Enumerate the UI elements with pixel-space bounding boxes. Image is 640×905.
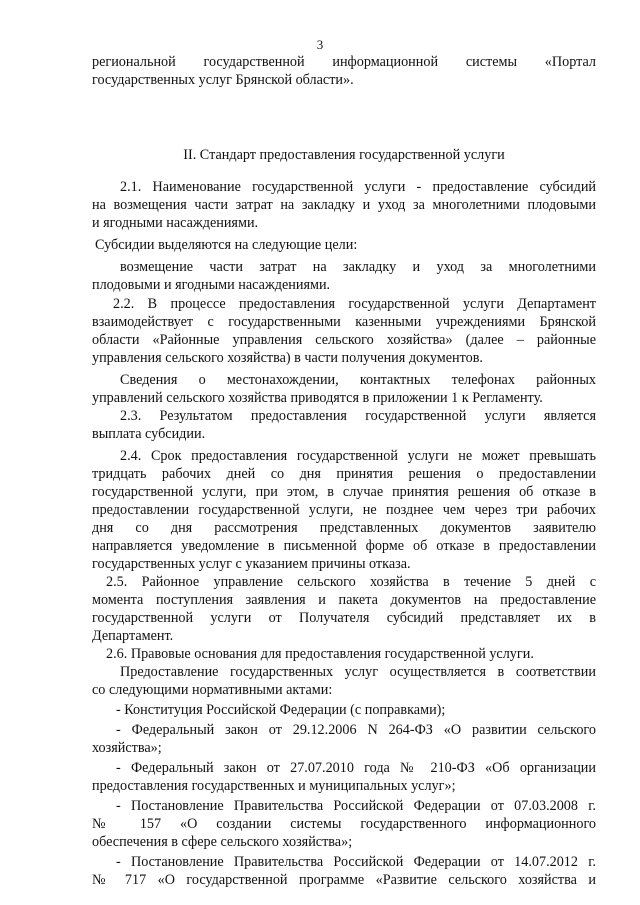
text-line: хозяйства»; xyxy=(92,740,162,756)
text-line: управления сельского хозяйства) в части получения документов. xyxy=(92,350,483,366)
text-line: управлений сельского хозяйства приводятся в приложении 1 к Регламенту. xyxy=(92,390,543,406)
text-line: Предоставление государственных услуг осуществляется в соответствии xyxy=(120,664,596,680)
list-item: - Постановление Правительства Российской Федерации от 07.03.2008 г. xyxy=(116,798,596,814)
text-line: Сведения о местонахождении, контактных телефонах районных xyxy=(120,372,596,388)
text-line: государственной услуги, при этом, в случае принятия решения об отказе в xyxy=(92,484,596,500)
text-line: обеспечения в сфере сельского хозяйства»; xyxy=(92,834,353,850)
text-line: дня со дня рассмотрения представленных документов заявителю xyxy=(92,520,596,536)
list-item: - Федеральный закон от 27.07.2010 года № 210-ФЗ «Об организации xyxy=(116,760,596,776)
text-line: направляется уведомление в письменной форме об отказе в предоставлении xyxy=(92,538,596,554)
list-item: - Постановление Правительства Российской Федерации от 14.07.2012 г. xyxy=(116,854,596,870)
text-line: области «Районные управления сельского хозяйства» (далее – районные xyxy=(92,332,596,348)
text-line: № 717 «О государственной программе «Развитие сельского хозяйства и xyxy=(92,872,596,888)
list-item: - Федеральный закон от 29.12.2006 N 264-ФЗ «О развитии сельского xyxy=(116,722,596,738)
text-line: на возмещения части затрат на закладку и уход за многолетними плодовыми xyxy=(92,197,596,213)
text-line: 2.4. Срок предоставления государственной услуги не может превышать xyxy=(120,448,596,464)
text-line: 2.5. Районное управление сельского хозяйства в течение 5 дней с xyxy=(106,574,596,590)
text-line: возмещение части затрат на закладку и уход за многолетними xyxy=(120,259,596,275)
text-line: государственной услуги от Получателя субсидий представляет их в xyxy=(92,610,596,626)
text-line: региональной государственной информационной системы «Портал xyxy=(92,54,596,70)
text-line: выплата субсидии. xyxy=(92,426,206,442)
text-line: 2.6. Правовые основания для предоставления государственной услуги. xyxy=(106,646,534,662)
text-line: предоставлении государственной услуги, не позднее чем через три рабочих xyxy=(92,502,596,518)
text-line: момента поступления заявления и пакета документов на предоставление xyxy=(92,592,596,608)
text-line: 2.1. Наименование государственной услуги - предоставление субсидий xyxy=(120,179,596,195)
text-line: № 157 «О создании системы государственного информационного xyxy=(92,816,596,832)
text-line: и ягодными насаждениями. xyxy=(92,215,259,231)
text-line: со следующими нормативными актами: xyxy=(92,682,333,698)
text-line: 2.3. Результатом предоставления государственной услуги является xyxy=(120,408,596,424)
text-line: взаимодействует с государственными казенными учреждениями Брянской xyxy=(92,314,596,330)
text-line: тридцать рабочих дней со дня принятия решения о предоставлении xyxy=(92,466,596,482)
text-line: Субсидии выделяются на следующие цели: xyxy=(95,237,358,253)
text-line: государственных услуг Брянской области». xyxy=(92,72,354,88)
section-heading: II. Стандарт предоставления государственной услуги xyxy=(183,147,505,163)
text-line: 2.2. В процессе предоставления государственной услуги Департамент xyxy=(113,296,596,312)
text-line: государственных услуг с указанием причины отказа. xyxy=(92,556,411,572)
text-line: Департамент. xyxy=(92,628,174,644)
text-line: предоставления государственных и муниципальных услуг»; xyxy=(92,778,456,794)
list-item: - Конституция Российской Федерации (с поправками); xyxy=(116,702,446,718)
page-number: 3 xyxy=(316,37,324,52)
text-line: плодовыми и ягодными насаждениями. xyxy=(92,277,331,293)
